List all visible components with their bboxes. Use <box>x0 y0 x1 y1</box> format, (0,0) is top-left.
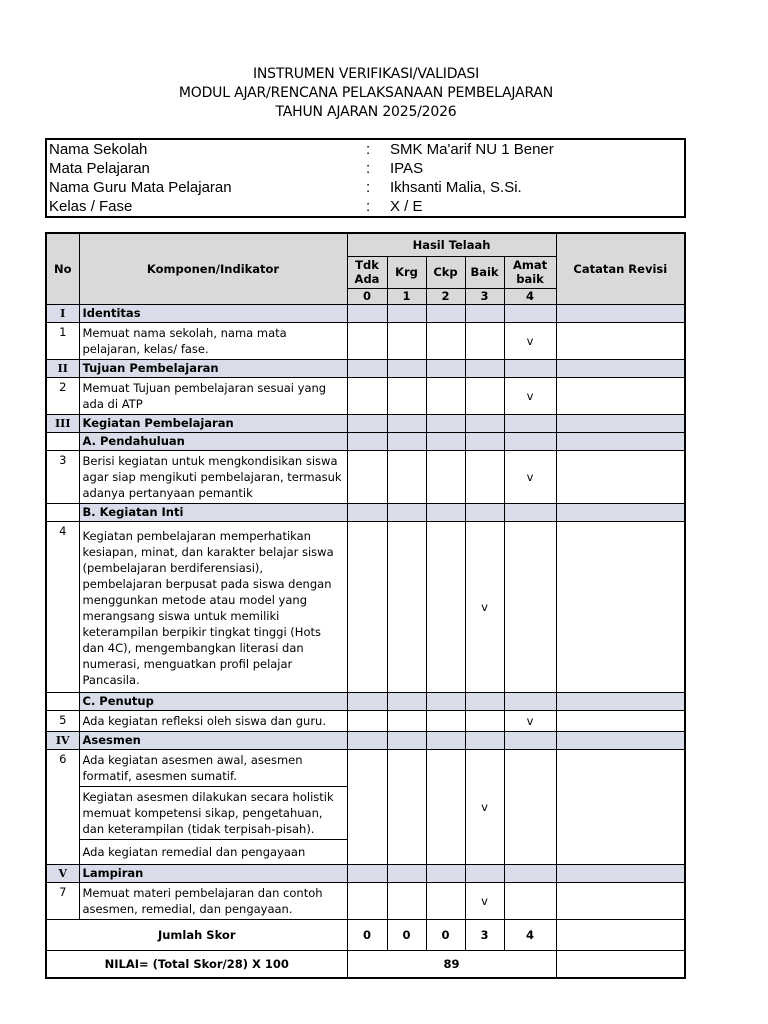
col-header-hasil-telaah: Hasil Telaah <box>347 233 556 256</box>
indicator-text: Ada kegiatan asesmen awal, asesmen formatif, asesmen sumatif. <box>79 749 347 786</box>
identity-row <box>46 178 685 197</box>
subsection-row <box>46 692 685 710</box>
section-number: V <box>46 864 79 882</box>
indicator-text: Memuat materi pembelajaran dan contoh asesmen, remedial, dan pengayaan. <box>79 882 347 919</box>
revision-note-cell <box>556 450 685 503</box>
doc-title-line3: TAHUN AJARAN 2025/2026 <box>275 104 457 120</box>
identity-row <box>46 159 685 178</box>
total-score-row <box>46 919 685 950</box>
identity-label: Kelas / Fase <box>49 198 133 215</box>
total-score-label: Jumlah Skor <box>46 919 347 950</box>
section-row <box>46 414 685 432</box>
section-title: Lampiran <box>79 864 347 882</box>
section-number: I <box>46 304 79 322</box>
revision-note-cell <box>556 710 685 731</box>
section-title: Kegiatan Pembelajaran <box>79 414 347 432</box>
indicator-text: Memuat nama sekolah, nama mata pelajaran, kelas/ fase. <box>79 322 347 359</box>
identity-row <box>46 197 685 217</box>
section-row <box>46 864 685 882</box>
doc-title-line2: MODUL AJAR/RENCANA PELAKSANAAN PEMBELAJARAN <box>178 85 554 101</box>
revision-note-cell <box>556 322 685 359</box>
indicator-row <box>46 322 685 359</box>
section-row <box>46 304 685 322</box>
total-score-value: 0 <box>347 919 387 950</box>
section-number: III <box>46 414 79 432</box>
section-title: Asesmen <box>79 731 347 749</box>
identity-value: Ikhsanti Malia, S.Si. <box>390 179 522 196</box>
indicator-text: Kegiatan pembelajaran memperhatikan kesiapan, minat, dan karakter belajar siswa (pembelajaran berdiferensiasi), pembelajaran berpusat pada siswa dengan menggunkan metode atau model yang merangsang siswa untuk memiliki keterampilan berpikir tingkat tinggi (Hots dan 4C), mengembangkan literasi dan numerasi, menguatkan profil pelajar Pancasila. <box>79 521 347 692</box>
indicator-number: 2 <box>46 377 79 414</box>
identity-table <box>45 138 686 218</box>
subsection-row <box>46 503 685 521</box>
indicator-row <box>46 882 685 919</box>
identity-value: IPAS <box>390 160 424 177</box>
indicator-number: 1 <box>46 322 79 359</box>
indicator-text: Kegiatan asesmen dilakukan secara holistik memuat kompetensi sikap, pengetahuan, dan keterampilan (tidak terpisah-pisah). <box>79 786 347 839</box>
identity-separator: : <box>366 160 371 177</box>
section-row <box>46 731 685 749</box>
col-header-catatan: Catatan Revisi <box>556 233 685 304</box>
doc-title-line1: INSTRUMEN VERIFIKASI/VALIDASI <box>252 66 480 82</box>
scale-score: 2 <box>426 288 465 304</box>
check-mark: v <box>465 882 504 919</box>
identity-label: Nama Guru Mata Pelajaran <box>49 179 232 196</box>
indicator-text: Berisi kegiatan untuk mengkondisikan siswa agar siap mengikuti pembelajaran, termasuk adanya pertanyaan pemantik <box>79 450 347 503</box>
check-mark: v <box>504 450 556 503</box>
subsection-title: A. Pendahuluan <box>79 432 347 450</box>
check-mark: v <box>465 521 504 692</box>
revision-note-cell <box>556 882 685 919</box>
final-grade-value: 89 <box>347 950 556 978</box>
indicator-number: 7 <box>46 882 79 919</box>
revision-note-cell <box>556 377 685 414</box>
scale-score: 4 <box>504 288 556 304</box>
assessment-table <box>45 232 686 979</box>
scale-score: 0 <box>347 288 387 304</box>
check-mark: v <box>504 322 556 359</box>
section-number: II <box>46 359 79 377</box>
revision-note-cell <box>556 521 685 692</box>
identity-label: Nama Sekolah <box>49 141 148 158</box>
indicator-number: 4 <box>46 521 79 692</box>
total-score-value: 3 <box>465 919 504 950</box>
identity-value: X / E <box>390 198 423 215</box>
indicator-text: Ada kegiatan remedial dan pengayaan <box>79 839 347 864</box>
section-row <box>46 359 685 377</box>
indicator-row <box>46 710 685 731</box>
indicator-number: 6 <box>46 749 79 864</box>
section-number: IV <box>46 731 79 749</box>
total-score-value: 0 <box>387 919 426 950</box>
indicator-row <box>46 521 685 692</box>
scale-score: 1 <box>387 288 426 304</box>
scale-score: 3 <box>465 288 504 304</box>
indicator-row <box>46 450 685 503</box>
indicator-row <box>46 377 685 414</box>
check-mark: v <box>504 710 556 731</box>
indicator-number: 5 <box>46 710 79 731</box>
subsection-title: B. Kegiatan Inti <box>79 503 347 521</box>
section-title: Tujuan Pembelajaran <box>79 359 347 377</box>
final-grade-row <box>46 950 685 978</box>
col-header-komponen: Komponen/Indikator <box>79 233 347 304</box>
subsection-title: C. Penutup <box>79 692 347 710</box>
identity-separator: : <box>366 198 371 215</box>
total-score-value: 0 <box>426 919 465 950</box>
identity-row <box>46 139 685 159</box>
total-score-value: 4 <box>504 919 556 950</box>
indicator-text: Memuat Tujuan pembelajaran sesuai yang ada di ATP <box>79 377 347 414</box>
indicator-row <box>46 749 685 786</box>
scale-label: Ckp <box>426 256 465 288</box>
indicator-number: 3 <box>46 450 79 503</box>
final-grade-label: NILAI= (Total Skor/28) X 100 <box>46 950 347 978</box>
scale-label: Baik <box>465 256 504 288</box>
subsection-row <box>46 432 685 450</box>
scale-label: Amat baik <box>504 256 556 288</box>
section-title: Identitas <box>79 304 347 322</box>
scale-label: Tdk Ada <box>347 256 387 288</box>
identity-separator: : <box>366 179 371 196</box>
check-mark: v <box>465 749 504 864</box>
identity-separator: : <box>366 141 371 158</box>
indicator-text: Ada kegiatan refleksi oleh siswa dan guru. <box>79 710 347 731</box>
revision-note-cell <box>556 749 685 864</box>
check-mark: v <box>504 377 556 414</box>
identity-value: SMK Ma'arif NU 1 Bener <box>390 141 554 158</box>
identity-label: Mata Pelajaran <box>49 160 150 177</box>
scale-label: Krg <box>387 256 426 288</box>
col-header-no: No <box>46 233 79 304</box>
